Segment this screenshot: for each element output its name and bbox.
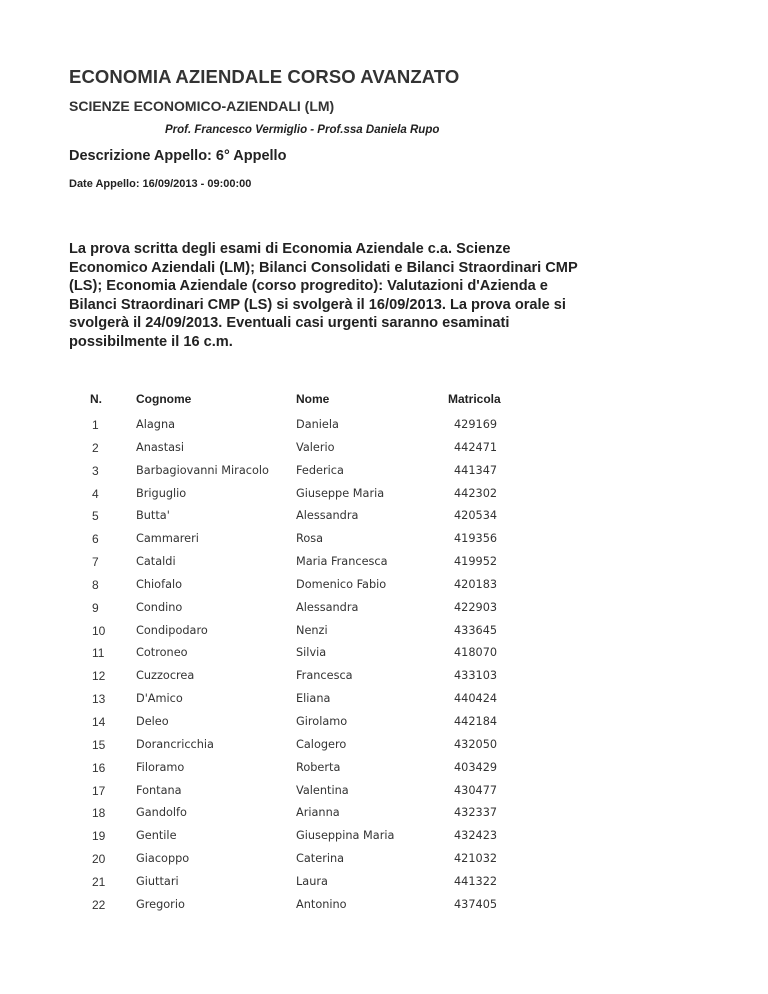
row-number: 7 <box>92 555 99 570</box>
nome-cell: Laura <box>296 874 328 888</box>
nome-cell: Daniela <box>296 418 339 431</box>
matricola-cell: 422903 <box>454 600 498 614</box>
matricola-cell: 429169 <box>454 418 498 431</box>
cognome-cell: Cammareri <box>136 532 199 546</box>
matricola-cell: 441347 <box>454 463 498 477</box>
matricola-cell: 421032 <box>454 852 498 866</box>
cognome-cell: Gandolfo <box>136 806 187 820</box>
matricola-cell: 432337 <box>454 806 498 820</box>
cognome-cell: Barbagiovanni Miracolo <box>136 463 269 477</box>
professors: Prof. Francesco Vermiglio - Prof.ssa Daniela Rupo <box>165 124 440 136</box>
cognome-cell: Cotroneo <box>136 646 188 660</box>
matricola-cell: 433645 <box>454 623 498 637</box>
cognome-cell: Cuzzocrea <box>136 669 195 683</box>
row-number: 13 <box>92 692 106 707</box>
matricola-cell: 437405 <box>454 897 498 911</box>
cognome-cell: Briguglio <box>136 486 187 500</box>
nome-cell: Valentina <box>296 783 349 797</box>
matricola-cell: 432423 <box>454 829 498 843</box>
cognome-cell: Condino <box>136 600 183 614</box>
course-title: ECONOMIA AZIENDALE CORSO AVANZATO <box>69 66 460 87</box>
cognome-cell: Chiofalo <box>136 577 183 591</box>
row-number: 14 <box>92 714 106 729</box>
matricola-cell: 420534 <box>454 509 498 523</box>
nome-cell: Calogero <box>296 737 347 751</box>
exam-description: Descrizione Appello: 6° Appello <box>69 148 287 164</box>
nome-cell: Silvia <box>296 646 327 660</box>
matricola-cell: 433103 <box>454 669 498 683</box>
row-number: 2 <box>92 440 99 455</box>
column-header-nome: Nome <box>296 392 330 406</box>
exam-notice: La prova scritta degli esami di Economia Aziendale c.a. Scienze Economico Aziendali (LM); Bilanci Consolidati e Bilanci Straordinari CMP (LS); Economia Aziendale (corso progredito): Valutazioni d'Azienda e Bilanci Straordinari CMP (LS) si svolgerà il 16/09/2013. La prova orale si svolgerà il 24/09/2013. Eventuali casi urgenti saranno esaminati possibilmente il 16 c.m. <box>69 241 578 350</box>
row-number: 21 <box>92 874 106 889</box>
row-number: 5 <box>92 509 99 524</box>
nome-cell: Francesca <box>296 669 353 683</box>
row-number: 8 <box>92 577 99 592</box>
nome-cell: Valerio <box>296 440 335 454</box>
cognome-cell: Deleo <box>136 714 169 728</box>
matricola-cell: 442184 <box>454 714 498 728</box>
nome-cell: Nenzi <box>296 623 328 637</box>
cognome-cell: Condipodaro <box>136 623 208 637</box>
row-number: 4 <box>92 486 99 501</box>
row-number: 3 <box>92 463 99 478</box>
degree-program: SCIENZE ECONOMICO-AZIENDALI (LM) <box>69 98 335 114</box>
cognome-cell: Alagna <box>136 418 176 431</box>
matricola-cell: 420183 <box>454 577 498 591</box>
cognome-cell: Giacoppo <box>136 852 190 866</box>
matricola-cell: 419356 <box>454 532 498 546</box>
nome-cell: Eliana <box>296 692 331 706</box>
nome-cell: Giuseppe Maria <box>296 486 385 500</box>
nome-cell: Alessandra <box>296 509 359 523</box>
cognome-cell: Filoramo <box>136 760 185 774</box>
cognome-cell: Anastasi <box>136 440 185 454</box>
row-number: 16 <box>92 760 106 775</box>
matricola-cell: 418070 <box>454 646 498 660</box>
row-number: 9 <box>92 600 99 615</box>
matricola-cell: 442471 <box>454 440 498 454</box>
column-header-cognome: Cognome <box>136 392 192 406</box>
cognome-cell: Gregorio <box>136 897 185 911</box>
row-number: 22 <box>92 897 106 912</box>
cognome-cell: Gentile <box>136 829 177 843</box>
matricola-cell: 440424 <box>454 692 498 706</box>
cognome-cell: Giuttari <box>136 874 179 888</box>
row-number: 19 <box>92 829 106 844</box>
row-number: 10 <box>92 623 106 638</box>
cognome-cell: Butta' <box>136 509 170 523</box>
cognome-cell: D'Amico <box>136 692 183 706</box>
nome-cell: Rosa <box>296 532 324 546</box>
column-header-n: N. <box>90 392 102 406</box>
cognome-cell: Cataldi <box>136 555 176 569</box>
exam-dates: Date Appello: 16/09/2013 - 09:00:00 <box>69 178 252 190</box>
nome-cell: Girolamo <box>296 714 348 728</box>
row-number: 20 <box>92 852 106 867</box>
row-number: 6 <box>92 532 99 547</box>
row-number: 12 <box>92 669 106 684</box>
matricola-cell: 432050 <box>454 737 498 751</box>
matricola-cell: 430477 <box>454 783 498 797</box>
matricola-cell: 403429 <box>454 760 498 774</box>
row-number: 11 <box>92 646 105 661</box>
matricola-cell: 419952 <box>454 555 498 569</box>
row-number: 15 <box>92 737 106 752</box>
nome-cell: Domenico Fabio <box>296 577 387 591</box>
nome-cell: Antonino <box>296 897 347 911</box>
matricola-cell: 441322 <box>454 874 498 888</box>
row-number: 17 <box>92 783 106 798</box>
nome-cell: Giuseppina Maria <box>296 829 395 843</box>
row-number: 18 <box>92 806 106 821</box>
nome-cell: Arianna <box>296 806 340 820</box>
cognome-cell: Fontana <box>136 783 182 797</box>
nome-cell: Maria Francesca <box>296 555 388 569</box>
nome-cell: Alessandra <box>296 600 359 614</box>
nome-cell: Federica <box>296 463 344 477</box>
nome-cell: Caterina <box>296 852 345 866</box>
cognome-cell: Dorancricchia <box>136 737 214 751</box>
row-number: 1 <box>92 418 99 432</box>
nome-cell: Roberta <box>296 760 341 774</box>
matricola-cell: 442302 <box>454 486 498 500</box>
column-header-matricola: Matricola <box>448 392 501 406</box>
